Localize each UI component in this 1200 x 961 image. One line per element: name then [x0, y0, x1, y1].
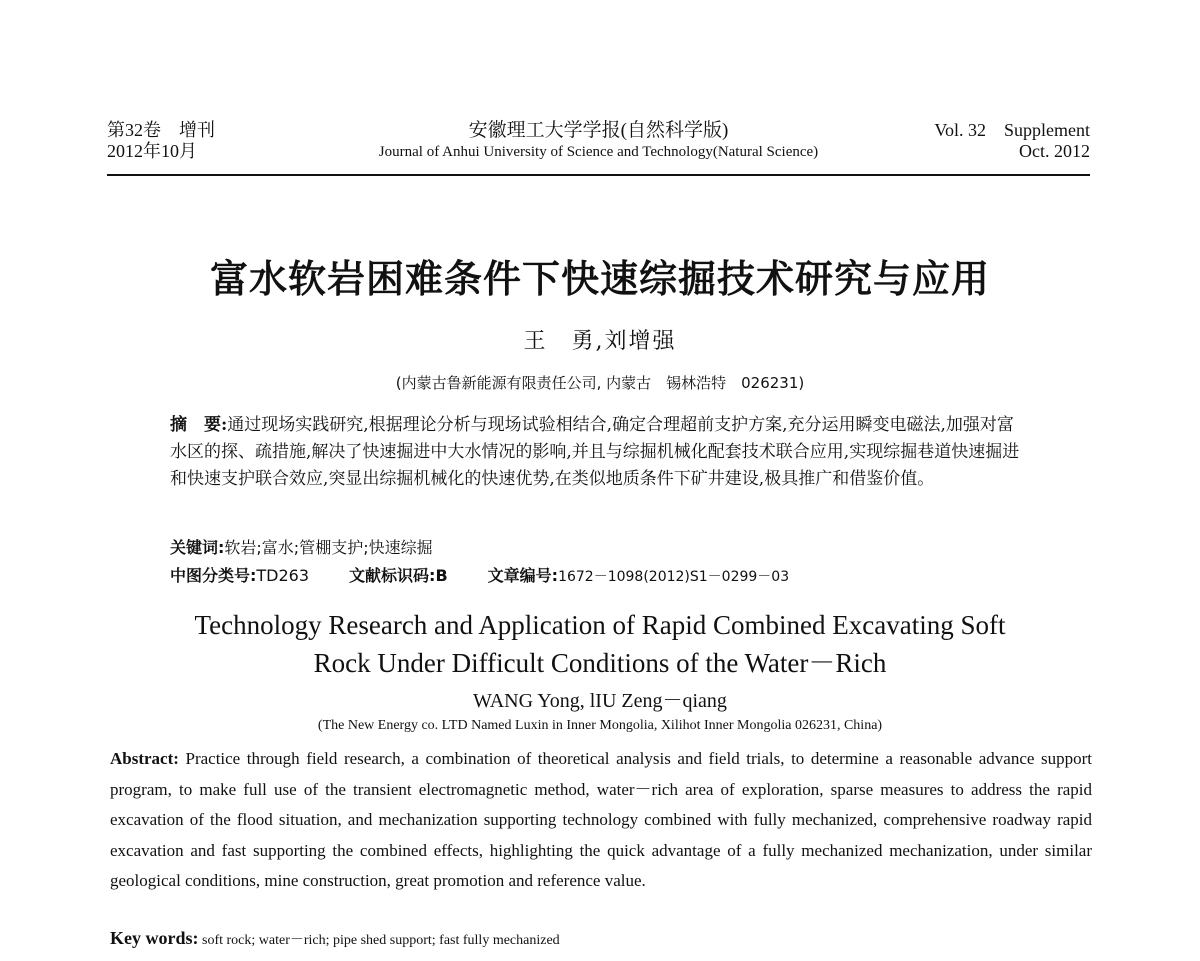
classification-line	[170, 563, 789, 586]
doc-code-label: 文献标识码:	[349, 566, 436, 585]
affiliation-en: (The New Energy co. LTD Named Luxin in Inner Mongolia, Xilihot Inner Mongolia 026231, China)	[317, 718, 883, 733]
abstract-en-label: Abstract:	[110, 749, 179, 768]
date-en: Oct. 2012	[1019, 141, 1090, 161]
keywords-cn-text: 软岩;富水;管棚支护;快速综掘	[224, 538, 433, 557]
abstract-en	[110, 744, 1092, 897]
issue-en: Supplement	[1004, 120, 1090, 140]
affiliation-cn: (内蒙古鲁新能源有限责任公司, 内蒙古 锡林浩特 026231)	[395, 374, 805, 392]
article-number-value: 1672－1098(2012)S1－0299－03	[558, 569, 790, 585]
keywords-cn	[170, 535, 433, 558]
title-en-line-1: Technology Research and Application of Rapid Combined Excavating Soft	[194, 610, 1006, 640]
clc-value: TD263	[256, 566, 310, 585]
clc-label: 中图分类号:	[170, 566, 257, 585]
header-rule	[107, 174, 1090, 176]
journal-name-en: Journal of Anhui University of Science and Technology(Natural Science)	[378, 144, 819, 160]
article-number-label: 文章编号:	[487, 566, 559, 585]
doc-code-value: B	[435, 566, 448, 585]
title-en	[0, 606, 1200, 682]
authors-cn: 王 勇,刘增强	[523, 329, 677, 354]
volume-en: Vol. 32	[934, 120, 986, 140]
page-header	[107, 120, 1090, 174]
abstract-cn-label: 摘 要:	[170, 415, 228, 435]
keywords-cn-label: 关键词:	[170, 538, 225, 557]
keywords-en-text: soft rock; water－rich; pipe shed support; fast fully mechanized	[198, 933, 560, 948]
abstract-cn-text: 通过现场实践研究,根据理论分析与现场试验相结合,确定合理超前支护方案,充分运用瞬变电磁法,加强对富水区的探、疏措施,解决了快速掘进中大水情况的影响,并且与综掘机械化配套技术联合应用,实现综掘巷道快速掘进和快速支护联合效应,突显出综掘机械化的快速优势,在类似地质条件下矿井建设,极具推广和借鉴价值。	[170, 415, 1020, 489]
volume-issue-en	[934, 120, 1090, 162]
abstract-en-text: Practice through field research, a combination of theoretical analysis and field trials, to determine a reasonable advance support program, to make full use of the transient electromagnetic method, water－rich area of exploration, sparse measures to address the rapid excavation of the flood situation, and mechanization supporting technology combined with fully mechanized, comprehensive roadway rapid excavation and fast supporting the combined effects, highlighting the quick advantage of a fully mechanized mechanization, under similar geological conditions, mine construction, great promotion and reference value.	[110, 749, 1092, 891]
authors-en: WANG Yong, lIU Zeng－qiang	[473, 690, 727, 712]
volume-cn: 第32卷 增刊	[107, 120, 215, 140]
journal-name-cn: 安徽理工大学学报(自然科学版)	[468, 120, 729, 141]
keywords-en	[110, 928, 560, 949]
keywords-en-label: Key words:	[110, 928, 199, 948]
title-en-line-2: Rock Under Difficult Conditions of the Water－Rich	[313, 648, 887, 678]
date-cn: 2012年10月	[107, 141, 197, 161]
abstract-cn	[170, 412, 1030, 493]
title-cn: 富水软岩困难条件下快速综掘技术研究与应用	[209, 256, 990, 301]
